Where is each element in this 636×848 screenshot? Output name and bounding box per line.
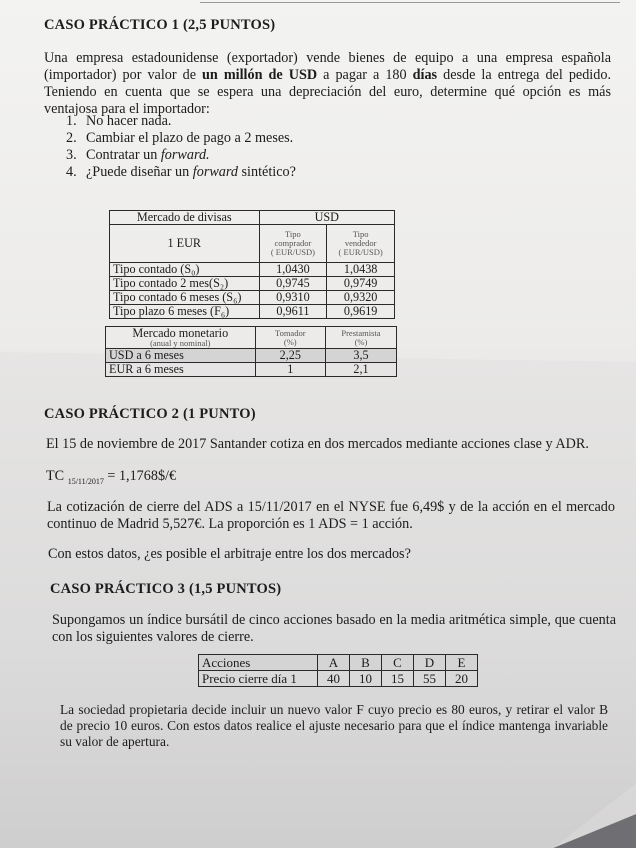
case3-title: CASO PRÁCTICO 3 (1,5 PUNTOS) <box>50 581 282 597</box>
table-row: EUR a 6 meses 1 2,1 <box>106 363 397 377</box>
table-row: Precio cierre día 1 40 10 15 55 20 <box>199 671 478 687</box>
case1-intro: Una empresa estadounidense (exportador) vende bienes de equipo a una empresa española (importador) por valor de un millón de USD a pagar a 180 días desde la entrega del pedido. Teniendo en cuenta que se espera una depreciación del euro, determine qué opción es más ventajosa para el importador: <box>44 50 611 117</box>
case2-title: CASO PRÁCTICO 2 (1 PUNTO) <box>44 406 256 422</box>
paper-fold <box>0 352 636 848</box>
fx-market-table <box>109 210 395 319</box>
case2-exchange-rate: TC $_{15/11/2017}$ = 1,1768$/€ <box>46 468 177 486</box>
table-row: USD a 6 meses 2,25 3,5 <box>106 349 397 363</box>
table-row: Acciones A B C D E <box>199 655 478 671</box>
case2-paragraph-2: La cotización de cierre del ADS a 15/11/2017 en el NYSE fue 6,49$ y de la acción en el mercado continuo de Madrid 5,527€. La proporción es 1 ADS = 1 acción. <box>47 499 615 532</box>
table-row: Tipo contado 6 meses (S₆) 0,9310 0,9320 <box>110 291 395 305</box>
case2-paragraph-1: El 15 de noviembre de 2017 Santander cotiza en dos mercados mediante acciones clase y ADR. <box>46 436 589 452</box>
case1-title: CASO PRÁCTICO 1 (2,5 PUNTOS) <box>44 17 276 33</box>
table-row: Tipo contado (S₀) 1,0430 1,0438 <box>110 263 395 277</box>
option-3: 3. Contratar un forward. <box>66 147 210 163</box>
option-1: 1. No hacer nada. <box>66 113 172 129</box>
case2-question: Con estos datos, ¿es posible el arbitraje entre los dos mercados? <box>48 546 411 562</box>
top-rule <box>200 2 620 3</box>
money-market-table <box>105 326 397 377</box>
case3-paragraph-1: Supongamos un índice bursátil de cinco acciones basado en la media aritmética simple, que cuenta con los siguientes valores de cierre. <box>52 612 616 645</box>
fx-base-unit: 1 EUR <box>110 225 260 263</box>
fx-header-sell: Tipo vendedor ( EUR/USD) <box>327 225 395 263</box>
option-4: 4. ¿Puede diseñar un forward sintético? <box>66 164 296 180</box>
table-row: Tipo contado 2 mes(S₂) 0,9745 0,9749 <box>110 277 395 291</box>
table-row: Tipo plazo 6 meses (F₆) 0,9611 0,9619 <box>110 305 395 319</box>
mm-header-market: Mercado monetario (anual y nominal) <box>106 327 256 349</box>
fx-header-currency: USD <box>259 211 394 225</box>
fx-header-market: Mercado de divisas <box>110 211 260 225</box>
fx-header-buy: Tipo comprador ( EUR/USD) <box>259 225 327 263</box>
case3-paragraph-2: La sociedad propietaria decide incluir un nuevo valor F cuyo precio es 80 euros, y retirar el valor B de precio 10 euros. Con estos datos realice el ajuste necesario para que el índice mantenga invariable su valor de apertura. <box>60 702 608 749</box>
mm-header-lender: Prestamista (%) <box>325 327 396 349</box>
case1-options <box>66 113 296 181</box>
mm-header-taker: Tomador (%) <box>255 327 325 349</box>
option-2: 2. Cambiar el plazo de pago a 2 meses. <box>66 130 294 146</box>
index-stocks-table <box>198 654 478 687</box>
